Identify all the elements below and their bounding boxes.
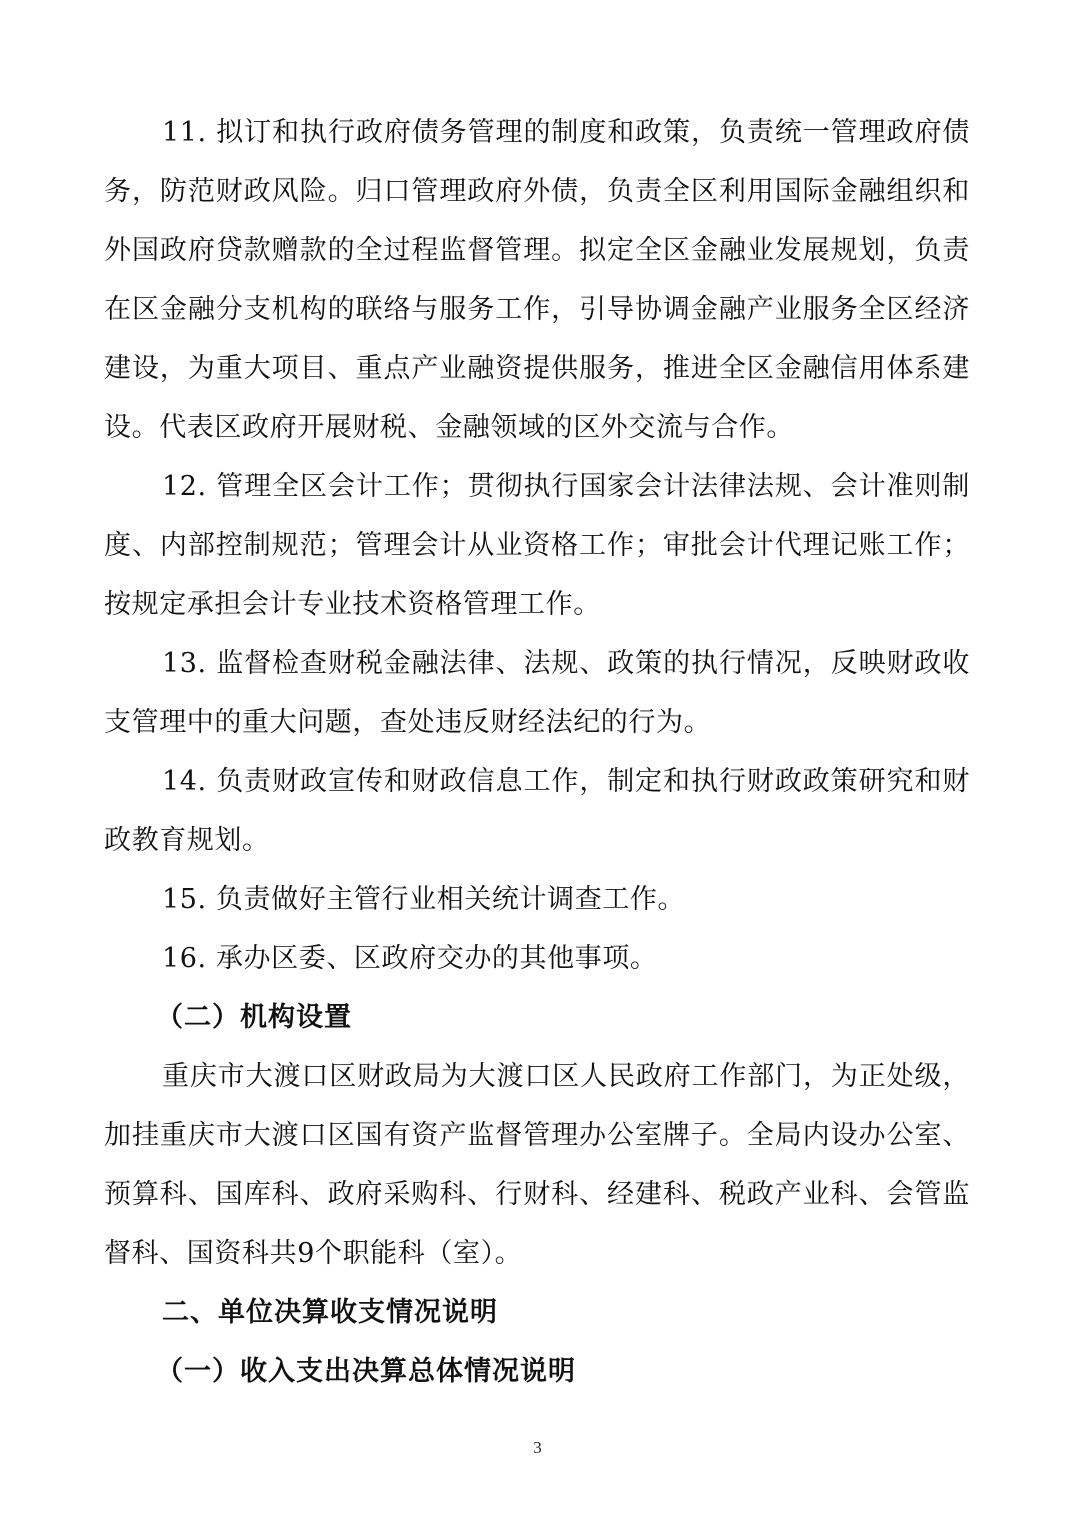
- heading-section-2: 二、单位决算收支情况说明: [162, 1297, 498, 1328]
- page-content: [104, 103, 970, 1401]
- paragraph-item-12: 12. 管理全区会计工作；贯彻执行国家会计法律法规、会计准则制度、内部控制规范；管理会计从业资格工作；审批会计代理记账工作；按规定承担会计专业技术资格管理工作。: [104, 471, 970, 620]
- paragraph-item-11: 11. 拟订和执行政府债务管理的制度和政策，负责统一管理政府债务，防范财政风险。归口管理政府外债，负责全区利用国际金融组织和外国政府贷款赠款的全过程监督管理。拟定全区金融业发展规划，负责在区金融分支机构的联络与服务工作，引导协调金融产业服务全区经济建设，为重大项目、重点产业融资提供服务，推进全区金融信用体系建设。代表区政府开展财税、金融领域的区外交流与合作。: [104, 117, 970, 443]
- paragraph-item-15: 15. 负责做好主管行业相关统计调查工作。: [162, 884, 686, 915]
- paragraph-item-14: 14. 负责财政宣传和财政信息工作，制定和执行财政政策研究和财政教育规划。: [104, 766, 970, 856]
- paragraph-item-13: 13. 监督检查财税金融法律、法规、政策的执行情况，反映财政收支管理中的重大问题，查处违反财经法纪的行为。: [104, 648, 970, 738]
- paragraph-org-structure: 重庆市大渡口区财政局为大渡口区人民政府工作部门，为正处级，加挂重庆市大渡口区国有资产监督管理办公室牌子。全局内设办公室、预算科、国库科、政府采购科、行财科、经建科、税政产业科、会管监督科、国资科共9个职能科（室）。: [104, 1061, 970, 1269]
- heading-org-structure: （二）机构设置: [156, 1002, 352, 1033]
- page-number: 3: [533, 1438, 542, 1457]
- heading-subsection-1: （一）收入支出决算总体情况说明: [156, 1356, 576, 1387]
- paragraph-item-16: 16. 承办区委、区政府交办的其他事项。: [162, 943, 658, 974]
